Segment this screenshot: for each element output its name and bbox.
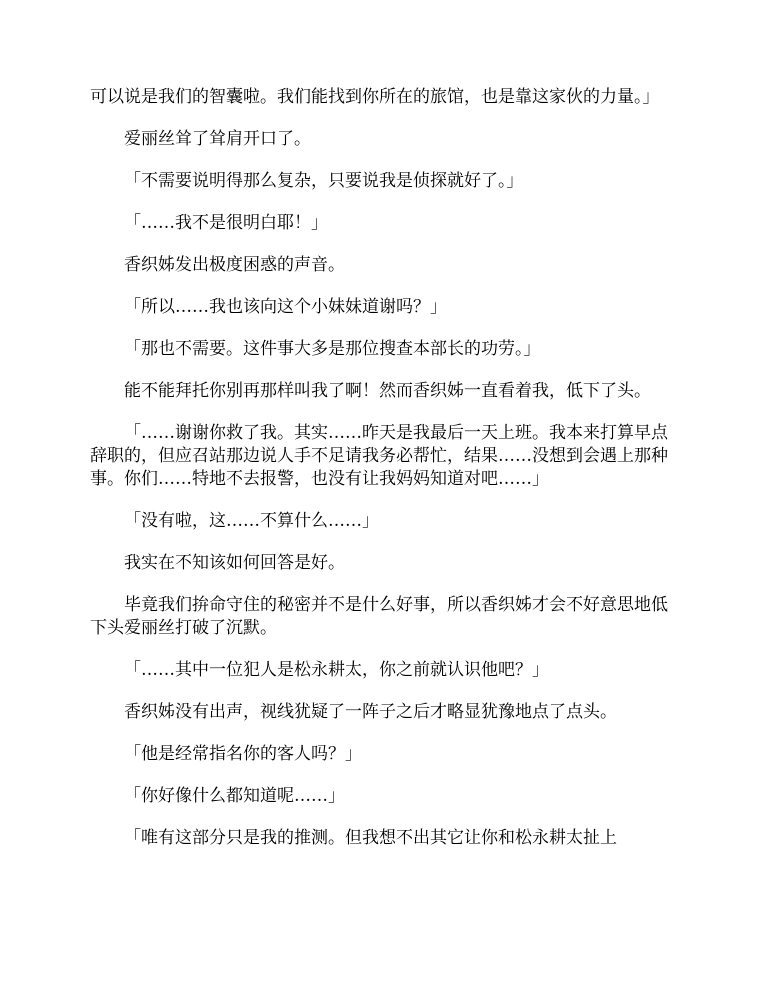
- paragraph: 爱丽丝耸了耸肩开口了。: [124, 129, 311, 149]
- dialogue-paragraph: 「……我不是很明白耶！」: [124, 213, 328, 233]
- paragraph: 香织姊发出极度困惑的声音。: [124, 255, 345, 275]
- dialogue-paragraph: 「唯有这部分只是我的推测。但我想不出其它让你和松永耕太扯上: [124, 828, 617, 848]
- dialogue-paragraph: 「他是经常指名你的客人吗？」: [124, 744, 362, 764]
- dialogue-paragraph: 「……其中一位犯人是松永耕太，你之前就认识他吧？」: [124, 660, 549, 680]
- paragraph: 香织姊没有出声，视线犹疑了一阵子之后才略显犹豫地点了点头。: [124, 702, 617, 722]
- paragraph: 毕竟我们拚命守住的秘密并不是什么好事，所以香织姊才会不好意思地低下头爱丽丝打破了沉默。: [90, 595, 668, 638]
- paragraph-continuation: 可以说是我们的智囊啦。我们能找到你所在的旅馆，也是靠这家伙的力量。」: [90, 87, 660, 107]
- dialogue-paragraph: 「……谢谢你救了我。其实……昨天是我最后一天上班。我本来打算早点辞职的，但应召站那边说人手不足请我务必帮忙，结果……没想到会遇上那种事。你们……特地不去报警，也没有让我妈妈知道对吧……」: [90, 423, 668, 489]
- dialogue-paragraph: 「不需要说明得那么复杂，只要说我是侦探就好了。」: [124, 171, 524, 191]
- dialogue-paragraph: 「没有啦，这……不算什么……」: [124, 511, 379, 531]
- dialogue-paragraph: 「你好像什么都知道呢……」: [124, 786, 345, 806]
- dialogue-paragraph: 「所以……我也该向这个小妹妹道谢吗？」: [124, 297, 447, 317]
- document-page: [90, 86, 675, 869]
- paragraph: 能不能拜托你别再那样叫我了啊！然而香织姊一直看着我，低下了头。: [124, 381, 651, 401]
- dialogue-paragraph: 「那也不需要。这件事大多是那位搜查本部长的功劳。」: [124, 339, 541, 359]
- paragraph: 我实在不知该如何回答是好。: [124, 553, 345, 573]
